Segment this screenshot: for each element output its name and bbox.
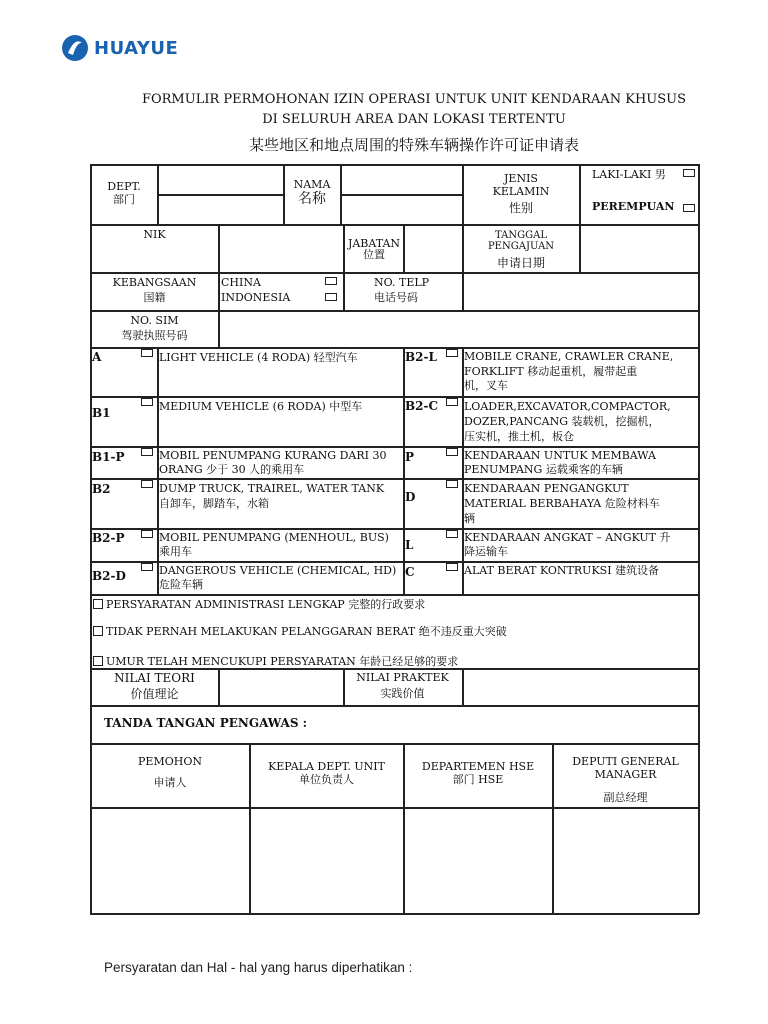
nilai-teori-label: NILAI TEORI 价值理论 (114, 672, 195, 701)
tanggal-field[interactable] (582, 227, 696, 270)
nilai-praktek-label: NILAI PRAKTEK 实践价值 (356, 671, 449, 700)
approval-deputi-gm: DEPUTI GENERAL MANAGER 副总经理 (572, 755, 679, 804)
vehicle-code-b2l: B2-L (405, 351, 437, 364)
vehicle-code-b2p: B2-P (92, 532, 125, 545)
requirement-item[interactable]: PERSYARATAN ADMINISTRASI LENGKAP 完整的行政要求 (93, 598, 693, 611)
vehicle-desc-c: ALAT BERAT KONTRUKSI 建筑设备 (464, 564, 660, 577)
nama-label: NAMA 名称 (293, 178, 331, 207)
signature-box-kepala-dept[interactable] (251, 810, 402, 912)
nosim-label: NO. SIM 驾驶执照号码 (121, 314, 188, 342)
vehicle-desc-b2p: MOBIL PENUMPANG (MENHOUL, BUS) 乘用车 (159, 531, 389, 558)
signature-box-pemohon[interactable] (92, 810, 248, 912)
vehicle-checkbox-p[interactable] (446, 448, 458, 456)
vehicle-desc-b2: DUMP TRUCK, TRAIREL, WATER TANK 自卸车，脚踏车，水箱 (159, 482, 385, 510)
vehicle-checkbox-b2d[interactable] (141, 563, 153, 571)
vehicle-code-b2c: B2-C (405, 400, 439, 413)
nilai-praktek-field[interactable] (465, 671, 696, 703)
nik-field[interactable] (221, 227, 341, 270)
vehicle-checkbox-b1[interactable] (141, 398, 153, 406)
vehicle-checkbox-b2l[interactable] (446, 349, 458, 357)
approval-pemohon: PEMOHON 申请人 (138, 755, 202, 789)
vehicle-checkbox-b2[interactable] (141, 480, 153, 488)
jenis-kelamin-label: JENIS KELAMIN 性别 (492, 172, 550, 215)
company-logo (60, 30, 178, 66)
requirement-checkbox[interactable] (93, 656, 103, 666)
approval-kepala-dept: KEPALA DEPT. UNIT 单位负责人 (268, 760, 385, 786)
vehicle-checkbox-d[interactable] (446, 480, 458, 488)
approval-hse: DEPARTEMEN HSE 部门 HSE (421, 760, 535, 786)
logo-text: HUAYUE (94, 37, 179, 59)
vehicle-desc-a: LIGHT VEHICLE (4 RODA) 轻型汽车 (159, 351, 358, 364)
perempuan-checkbox[interactable] (683, 204, 695, 212)
requirement-checkbox[interactable] (93, 599, 103, 609)
vehicle-desc-b2l: MOBILE CRANE, CRAWLER CRANE, FORKLIFT 移动起重机，履带起重 机，叉车 (464, 350, 674, 392)
vehicle-checkbox-b2p[interactable] (141, 530, 153, 538)
footer-note: Persyaratan dan Hal - hal yang harus diperhatikan : (104, 960, 413, 975)
vehicle-desc-b2c: LOADER,EXCAVATOR,COMPACTOR, DOZER,PANCANG 装载机，挖掘机， 压实机，推土机，板仓 (464, 400, 671, 443)
tanda-tangan-pengawas-label: TANDA TANGAN PENGAWAS : (104, 717, 308, 730)
laki-laki-label: LAKI-LAKI 男 (592, 168, 666, 181)
kebangsaan-label: KEBANGSAAN 国籍 (112, 276, 197, 304)
china-label: CHINA (221, 276, 261, 289)
signature-box-hse[interactable] (405, 810, 551, 912)
vehicle-desc-b1p: MOBIL PENUMPANG KURANG DARI 30 ORANG 少于 30 人的乘用车 (159, 449, 387, 476)
vehicle-checkbox-b2c[interactable] (446, 398, 458, 406)
vehicle-code-a: A (92, 351, 102, 364)
requirement-checkbox[interactable] (93, 626, 103, 636)
laki-laki-checkbox[interactable] (683, 169, 695, 177)
form-title-line2: DI SELURUH AREA DAN LOKASI TERTENTU (262, 112, 566, 127)
vehicle-desc-p: KENDARAAN UNTUK MEMBAWA PENUMPANG 运载乘客的车辆 (464, 449, 656, 476)
notelp-field[interactable] (465, 275, 696, 308)
vehicle-code-b1: B1 (92, 407, 111, 420)
vehicle-code-b2: B2 (92, 483, 111, 496)
vehicle-desc-l: KENDARAAN ANGKAT – ANGKUT 升 降运输车 (464, 531, 671, 558)
dept-label: DEPT. 部门 (107, 180, 141, 206)
vehicle-code-b1p: B1-P (92, 451, 125, 464)
china-checkbox[interactable] (325, 277, 337, 285)
logo-icon (60, 33, 90, 63)
vehicle-code-b2d: B2-D (92, 570, 126, 583)
indonesia-label: INDONESIA (221, 291, 291, 304)
requirement-item[interactable]: UMUR TELAH MENCUKUPI PERSYARATAN 年龄已经足够的要求 (93, 655, 693, 668)
nik-label: NIK (143, 228, 166, 241)
nosim-field[interactable] (221, 313, 696, 345)
indonesia-checkbox[interactable] (325, 293, 337, 301)
vehicle-checkbox-l[interactable] (446, 530, 458, 538)
vehicle-desc-d: KENDARAAN PENGANGKUT MATERIAL BERBAHAYA 危险材料车 辆 (464, 482, 660, 525)
jabatan-label: JABATAN 位置 (347, 238, 401, 260)
vehicle-desc-b2d: DANGEROUS VEHICLE (CHEMICAL, HD) 危险车辆 (159, 564, 397, 591)
form-title-line1: FORMULIR PERMOHONAN IZIN OPERASI UNTUK UNIT KENDARAAN KHUSUS (141, 92, 687, 107)
notelp-label: NO. TELP 电话号码 (374, 276, 430, 304)
vehicle-checkbox-a[interactable] (141, 349, 153, 357)
requirement-item[interactable]: TIDAK PERNAH MELAKUKAN PELANGGARAN BERAT 绝不违反重大突破 (93, 625, 693, 638)
nilai-teori-field[interactable] (221, 671, 341, 703)
jabatan-field[interactable] (406, 227, 461, 270)
vehicle-code-l: L (405, 539, 414, 552)
dept-field[interactable] (160, 167, 281, 192)
vehicle-checkbox-c[interactable] (446, 563, 458, 571)
vehicle-code-c: C (405, 566, 415, 579)
vehicle-code-d: D (405, 491, 416, 504)
vehicle-code-p: P (405, 451, 415, 464)
nama-field[interactable] (343, 167, 460, 192)
form-title-chinese: 某些地区和地点周围的特殊车辆操作许可证申请表 (248, 136, 579, 154)
perempuan-label: PEREMPUAN (592, 200, 675, 213)
vehicle-checkbox-b1p[interactable] (141, 448, 153, 456)
tanggal-label: TANGGAL PENGAJUAN 申请日期 (487, 230, 555, 270)
signature-box-deputi-gm[interactable] (554, 810, 697, 912)
vehicle-desc-b1: MEDIUM VEHICLE (6 RODA) 中型车 (159, 400, 363, 413)
